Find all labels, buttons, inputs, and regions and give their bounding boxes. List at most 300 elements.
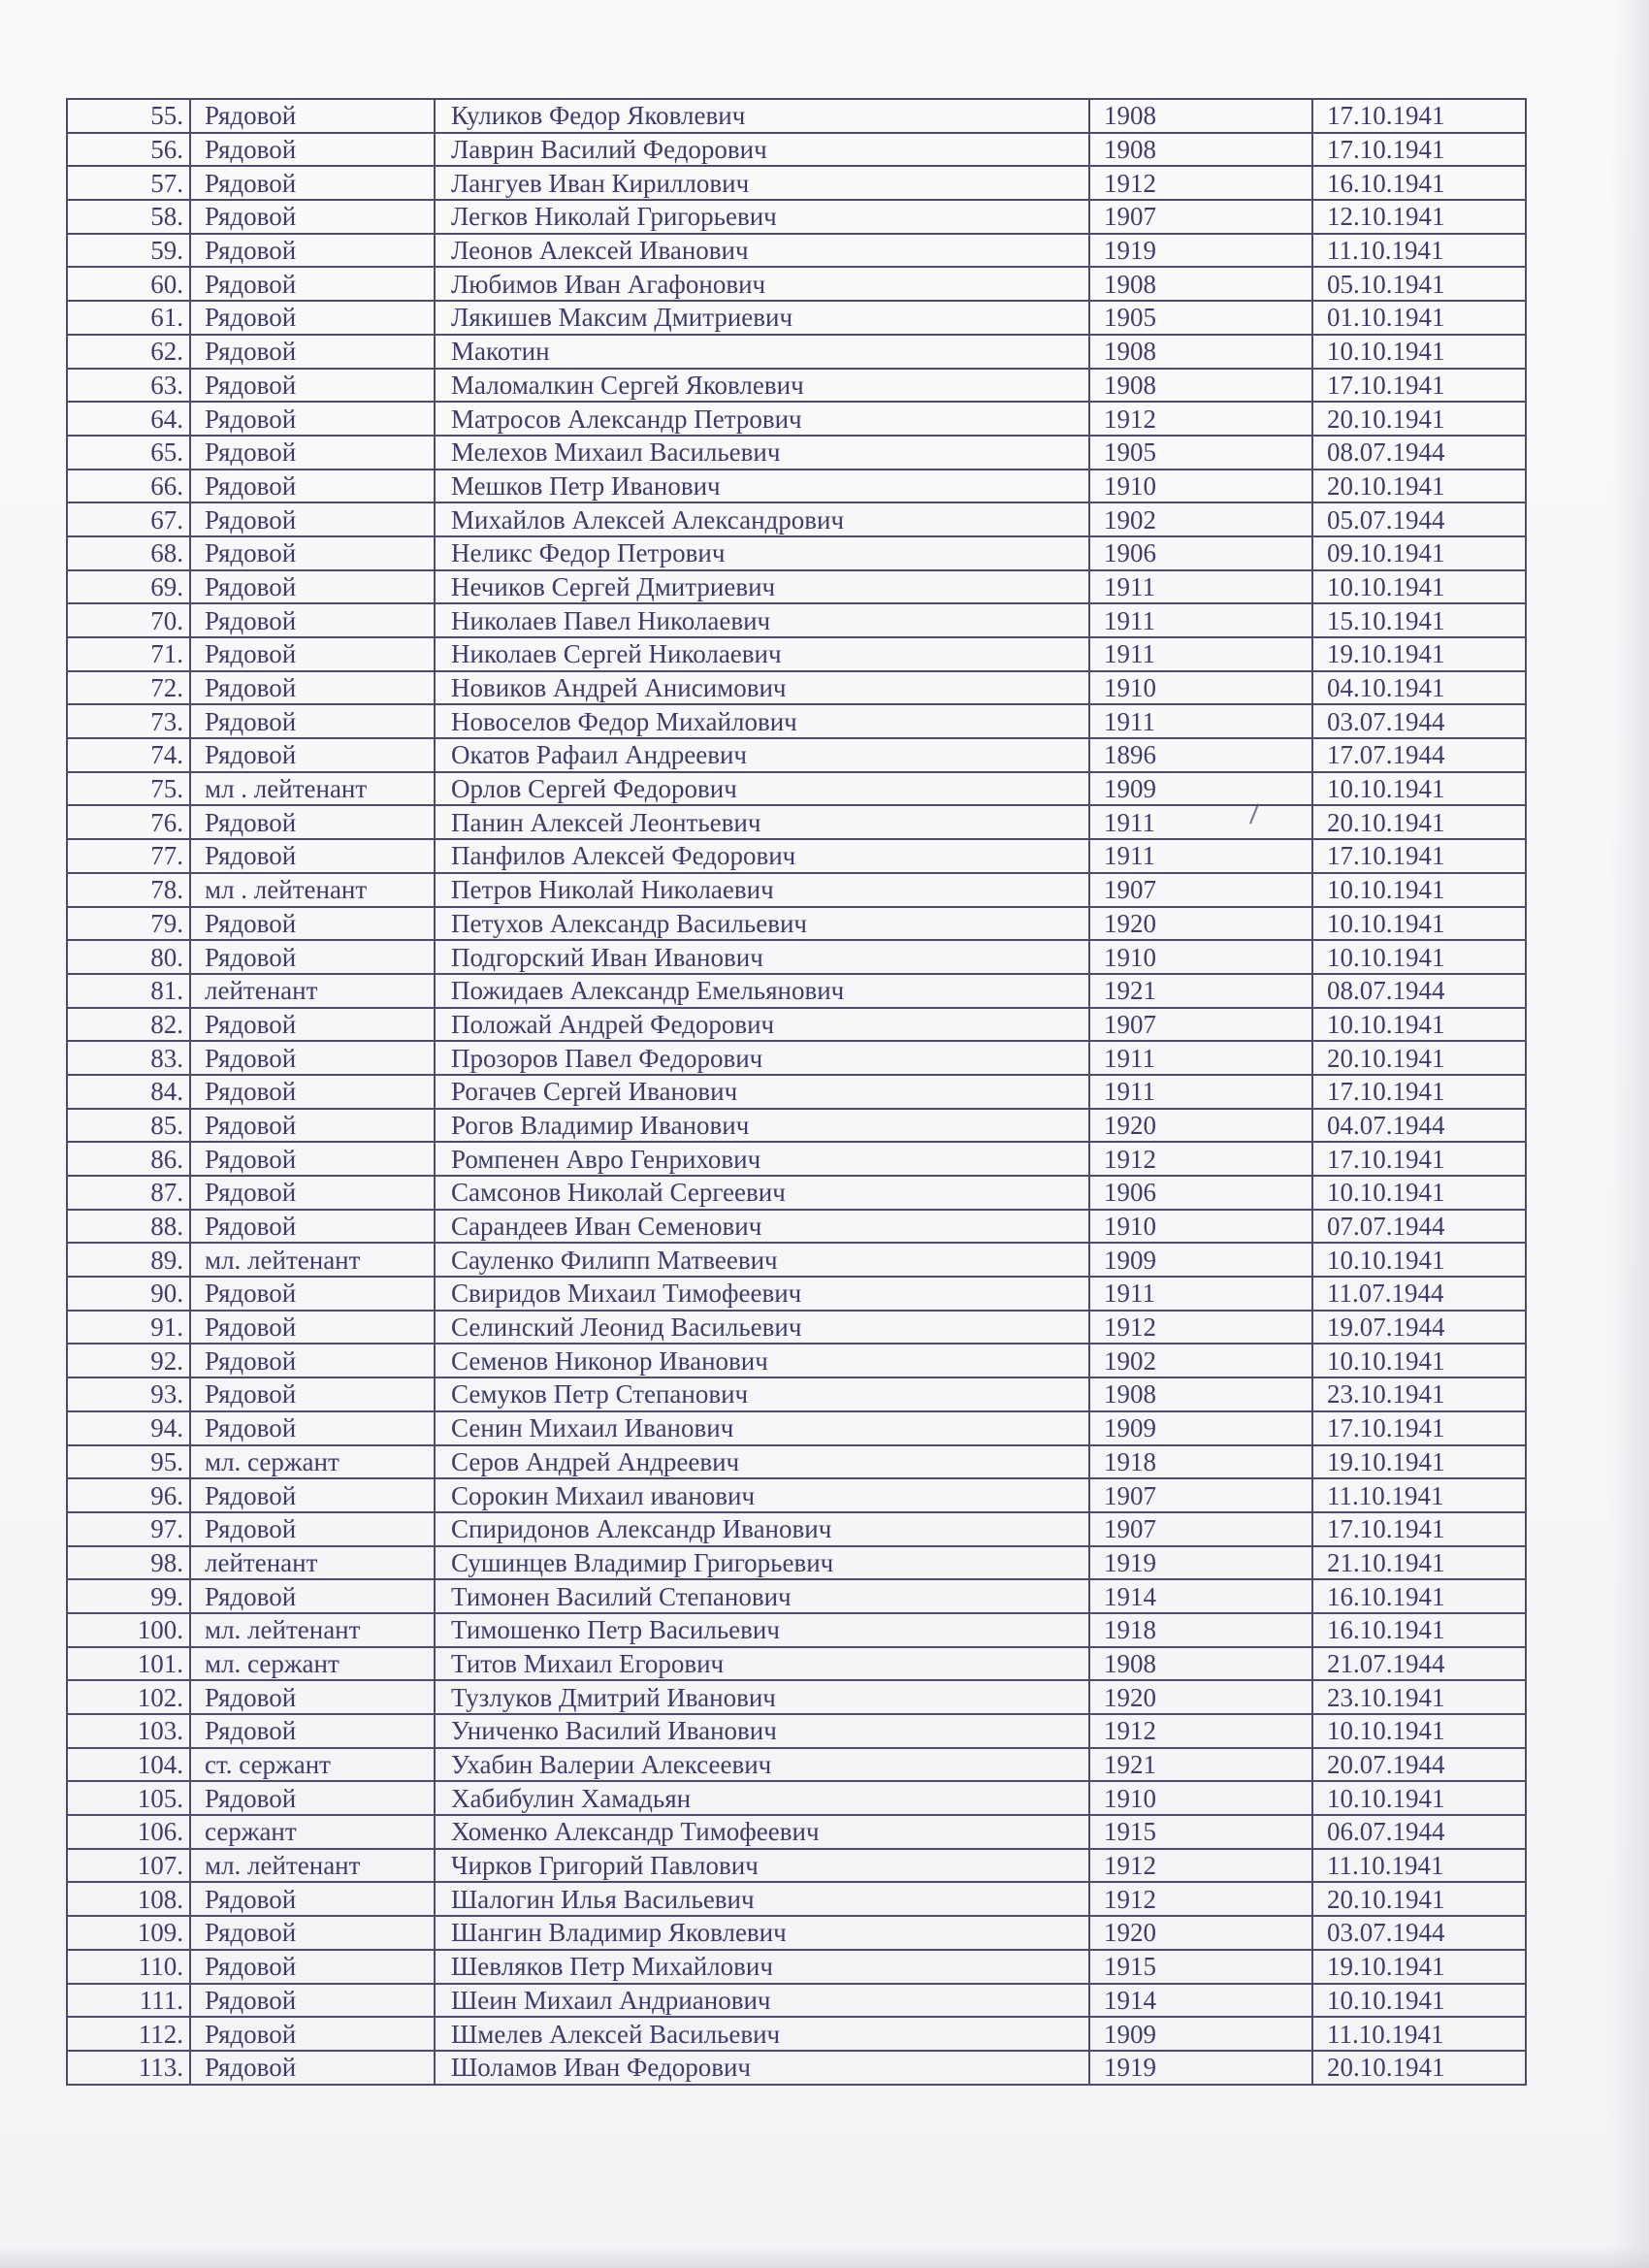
- date-cell: 17.10.1941: [1312, 1411, 1526, 1445]
- birth-year: 1907: [1089, 873, 1312, 907]
- table-row: [67, 1512, 1526, 1546]
- full-name: Сарандеев Иван Семенович: [435, 1210, 1089, 1244]
- military-rank: Рядовой: [190, 1478, 435, 1512]
- full-name: Титов Михаил Егорович: [435, 1647, 1089, 1681]
- table-row: [67, 200, 1526, 234]
- table-row: [67, 301, 1526, 335]
- full-name: Михайлов Алексей Александрович: [435, 502, 1089, 536]
- page-bottom-edge: [0, 2247, 1649, 2268]
- birth-year: 1915: [1089, 1950, 1312, 1984]
- birth-year: 1910: [1089, 470, 1312, 503]
- row-number: 93.: [67, 1377, 190, 1411]
- birth-year: 1920: [1089, 1916, 1312, 1950]
- military-rank: ст. сержант: [190, 1748, 435, 1782]
- full-name: Чирков Григорий Павлович: [435, 1849, 1089, 1883]
- date-cell: 03.07.1944: [1312, 1916, 1526, 1950]
- military-rank: Рядовой: [190, 940, 435, 974]
- date-cell: 03.07.1944: [1312, 704, 1526, 738]
- military-rank: Рядовой: [190, 200, 435, 234]
- military-rank: Рядовой: [190, 1075, 435, 1109]
- date-cell: 10.10.1941: [1312, 772, 1526, 806]
- table-row: [67, 772, 1526, 806]
- table-row: [67, 166, 1526, 200]
- military-rank: Рядовой: [190, 1311, 435, 1345]
- table-row: [67, 1210, 1526, 1244]
- military-rank: Рядовой: [190, 301, 435, 335]
- table-row: [67, 1950, 1526, 1984]
- military-rank: Рядовой: [190, 234, 435, 268]
- roster-table: [66, 98, 1527, 2086]
- date-cell: 10.10.1941: [1312, 873, 1526, 907]
- row-number: 63.: [67, 369, 190, 403]
- military-rank: Рядовой: [190, 1882, 435, 1916]
- date-cell: 10.10.1941: [1312, 1344, 1526, 1377]
- date-cell: 20.10.1941: [1312, 402, 1526, 436]
- table-row: [67, 1311, 1526, 1345]
- military-rank: Рядовой: [190, 1142, 435, 1176]
- table-row: [67, 2017, 1526, 2051]
- date-cell: 16.10.1941: [1312, 166, 1526, 200]
- full-name: Легков Николай Григорьевич: [435, 200, 1089, 234]
- date-cell: 17.07.1944: [1312, 738, 1526, 772]
- military-rank: Рядовой: [190, 1008, 435, 1042]
- date-cell: 17.10.1941: [1312, 1512, 1526, 1546]
- birth-year: 1914: [1089, 1579, 1312, 1613]
- row-number: 112.: [67, 2017, 190, 2051]
- full-name: Новиков Андрей Анисимович: [435, 671, 1089, 705]
- date-cell: 10.10.1941: [1312, 940, 1526, 974]
- table-row: [67, 1008, 1526, 1042]
- table-row: [67, 2051, 1526, 2085]
- military-rank: Рядовой: [190, 2017, 435, 2051]
- military-rank: Рядовой: [190, 1781, 435, 1815]
- full-name: Свиридов Михаил Тимофеевич: [435, 1277, 1089, 1311]
- military-rank: сержант: [190, 1815, 435, 1849]
- birth-year: 1911: [1089, 839, 1312, 873]
- military-rank: Рядовой: [190, 1579, 435, 1613]
- birth-year: 1908: [1089, 335, 1312, 369]
- row-number: 71.: [67, 637, 190, 671]
- row-number: 76.: [67, 805, 190, 839]
- table-row: [67, 470, 1526, 503]
- full-name: Леонов Алексей Иванович: [435, 234, 1089, 268]
- date-cell: 17.10.1941: [1312, 133, 1526, 167]
- full-name: Любимов Иван Агафонович: [435, 267, 1089, 301]
- birth-year: 1908: [1089, 1377, 1312, 1411]
- date-cell: 10.10.1941: [1312, 1008, 1526, 1042]
- row-number: 104.: [67, 1748, 190, 1782]
- date-cell: 04.07.1944: [1312, 1109, 1526, 1143]
- row-number: 80.: [67, 940, 190, 974]
- military-rank: Рядовой: [190, 1680, 435, 1714]
- full-name: Мелехов Михаил Васильевич: [435, 436, 1089, 470]
- row-number: 86.: [67, 1142, 190, 1176]
- military-rank: Рядовой: [190, 805, 435, 839]
- full-name: Матросов Александр Петрович: [435, 402, 1089, 436]
- military-rank: Рядовой: [190, 402, 435, 436]
- row-number: 89.: [67, 1243, 190, 1277]
- military-rank: Рядовой: [190, 436, 435, 470]
- date-cell: 17.10.1941: [1312, 1075, 1526, 1109]
- date-cell: 20.10.1941: [1312, 470, 1526, 503]
- birth-year: 1912: [1089, 1882, 1312, 1916]
- table-row: [67, 1882, 1526, 1916]
- date-cell: 17.10.1941: [1312, 99, 1526, 133]
- date-cell: 19.10.1941: [1312, 1950, 1526, 1984]
- table-row: [67, 1377, 1526, 1411]
- roster-body: [67, 99, 1526, 2085]
- date-cell: 19.07.1944: [1312, 1311, 1526, 1345]
- row-number: 58.: [67, 200, 190, 234]
- row-number: 73.: [67, 704, 190, 738]
- birth-year: 1911: [1089, 1277, 1312, 1311]
- military-rank: мл. сержант: [190, 1445, 435, 1479]
- birth-year: 1908: [1089, 133, 1312, 167]
- date-cell: 16.10.1941: [1312, 1613, 1526, 1647]
- birth-year: 1921: [1089, 974, 1312, 1008]
- row-number: 92.: [67, 1344, 190, 1377]
- military-rank: мл. лейтенант: [190, 1613, 435, 1647]
- full-name: Николаев Сергей Николаевич: [435, 637, 1089, 671]
- date-cell: 08.07.1944: [1312, 436, 1526, 470]
- military-rank: Рядовой: [190, 1411, 435, 1445]
- birth-year: 1905: [1089, 301, 1312, 335]
- date-cell: 10.10.1941: [1312, 335, 1526, 369]
- birth-year: 1912: [1089, 1142, 1312, 1176]
- table-row: [67, 436, 1526, 470]
- date-cell: 23.10.1941: [1312, 1377, 1526, 1411]
- birth-year: 1907: [1089, 1008, 1312, 1042]
- full-name: Мешков Петр Иванович: [435, 470, 1089, 503]
- full-name: Хоменко Александр Тимофеевич: [435, 1815, 1089, 1849]
- row-number: 101.: [67, 1647, 190, 1681]
- military-rank: Рядовой: [190, 1041, 435, 1075]
- birth-year: 1910: [1089, 671, 1312, 705]
- full-name: Сорокин Михаил иванович: [435, 1478, 1089, 1512]
- full-name: Самсонов Николай Сергеевич: [435, 1176, 1089, 1210]
- row-number: 74.: [67, 738, 190, 772]
- full-name: Семуков Петр Степанович: [435, 1377, 1089, 1411]
- birth-year: 1912: [1089, 1714, 1312, 1748]
- row-number: 103.: [67, 1714, 190, 1748]
- full-name: Окатов Рафаил Андреевич: [435, 738, 1089, 772]
- row-number: 72.: [67, 671, 190, 705]
- row-number: 69.: [67, 570, 190, 604]
- birth-year: 1919: [1089, 234, 1312, 268]
- table-row: [67, 1243, 1526, 1277]
- birth-year: 1908: [1089, 1647, 1312, 1681]
- full-name: Ухабин Валерии Алексеевич: [435, 1748, 1089, 1782]
- full-name: Шоламов Иван Федорович: [435, 2051, 1089, 2085]
- full-name: Тузлуков Дмитрий Иванович: [435, 1680, 1089, 1714]
- full-name: Униченко Василий Иванович: [435, 1714, 1089, 1748]
- table-row: [67, 1647, 1526, 1681]
- full-name: Маломалкин Сергей Яковлевич: [435, 369, 1089, 403]
- table-row: [67, 234, 1526, 268]
- full-name: Подгорский Иван Иванович: [435, 940, 1089, 974]
- table-row: [67, 1411, 1526, 1445]
- full-name: Лякишев Максим Дмитриевич: [435, 301, 1089, 335]
- row-number: 105.: [67, 1781, 190, 1815]
- table-row: [67, 1142, 1526, 1176]
- military-rank: Рядовой: [190, 166, 435, 200]
- date-cell: 11.10.1941: [1312, 234, 1526, 268]
- row-number: 108.: [67, 1882, 190, 1916]
- full-name: Селинский Леонид Васильевич: [435, 1311, 1089, 1345]
- table-row: [67, 1277, 1526, 1311]
- date-cell: 10.10.1941: [1312, 907, 1526, 941]
- row-number: 60.: [67, 267, 190, 301]
- military-rank: Рядовой: [190, 1916, 435, 1950]
- row-number: 99.: [67, 1579, 190, 1613]
- row-number: 87.: [67, 1176, 190, 1210]
- row-number: 59.: [67, 234, 190, 268]
- full-name: Куликов Федор Яковлевич: [435, 99, 1089, 133]
- table-row: [67, 1714, 1526, 1748]
- birth-year: 1920: [1089, 1680, 1312, 1714]
- table-row: [67, 402, 1526, 436]
- row-number: 109.: [67, 1916, 190, 1950]
- row-number: 95.: [67, 1445, 190, 1479]
- date-cell: 17.10.1941: [1312, 1142, 1526, 1176]
- birth-year: 1909: [1089, 772, 1312, 806]
- birth-year: 1911: [1089, 570, 1312, 604]
- table-row: [67, 839, 1526, 873]
- row-number: 107.: [67, 1849, 190, 1883]
- full-name: Шангин Владимир Яковлевич: [435, 1916, 1089, 1950]
- table-row: [67, 1849, 1526, 1883]
- date-cell: 11.10.1941: [1312, 2017, 1526, 2051]
- birth-year: 1902: [1089, 1344, 1312, 1377]
- military-rank: Рядовой: [190, 99, 435, 133]
- military-rank: Рядовой: [190, 839, 435, 873]
- birth-year: 1919: [1089, 2051, 1312, 2085]
- page-edge-shadow: [1610, 0, 1649, 2268]
- military-rank: Рядовой: [190, 502, 435, 536]
- full-name: Неликс Федор Петрович: [435, 536, 1089, 570]
- full-name: Серов Андрей Андреевич: [435, 1445, 1089, 1479]
- birth-year: 1906: [1089, 1176, 1312, 1210]
- full-name: Шевляков Петр Михайлович: [435, 1950, 1089, 1984]
- full-name: Шалогин Илья Васильевич: [435, 1882, 1089, 1916]
- military-rank: Рядовой: [190, 1512, 435, 1546]
- table-row: [67, 637, 1526, 671]
- date-cell: 20.10.1941: [1312, 805, 1526, 839]
- date-cell: 04.10.1941: [1312, 671, 1526, 705]
- table-row: [67, 1781, 1526, 1815]
- row-number: 102.: [67, 1680, 190, 1714]
- table-row: [67, 536, 1526, 570]
- date-cell: 21.10.1941: [1312, 1546, 1526, 1580]
- row-number: 91.: [67, 1311, 190, 1345]
- military-rank: Рядовой: [190, 738, 435, 772]
- military-rank: Рядовой: [190, 1344, 435, 1377]
- full-name: Нечиков Сергей Дмитриевич: [435, 570, 1089, 604]
- birth-year: 1908: [1089, 267, 1312, 301]
- full-name: Новоселов Федор Михайлович: [435, 704, 1089, 738]
- row-number: 83.: [67, 1041, 190, 1075]
- date-cell: 16.10.1941: [1312, 1579, 1526, 1613]
- row-number: 70.: [67, 603, 190, 637]
- birth-year: 1909: [1089, 1411, 1312, 1445]
- row-number: 62.: [67, 335, 190, 369]
- full-name: Сушинцев Владимир Григорьевич: [435, 1546, 1089, 1580]
- full-name: Прозоров Павел Федорович: [435, 1041, 1089, 1075]
- table-row: [67, 133, 1526, 167]
- full-name: Петухов Александр Васильевич: [435, 907, 1089, 941]
- table-row: [67, 738, 1526, 772]
- row-number: 78.: [67, 873, 190, 907]
- full-name: Петров Николай Николаевич: [435, 873, 1089, 907]
- full-name: Панин Алексей Леонтьевич: [435, 805, 1089, 839]
- birth-year: 1910: [1089, 1210, 1312, 1244]
- military-rank: Рядовой: [190, 907, 435, 941]
- military-rank: мл . лейтенант: [190, 873, 435, 907]
- row-number: 75.: [67, 772, 190, 806]
- row-number: 111.: [67, 1984, 190, 2018]
- table-row: [67, 1478, 1526, 1512]
- date-cell: 17.10.1941: [1312, 839, 1526, 873]
- birth-year: 1902: [1089, 502, 1312, 536]
- date-cell: 10.10.1941: [1312, 1781, 1526, 1815]
- birth-year: 1905: [1089, 436, 1312, 470]
- military-rank: мл. лейтенант: [190, 1849, 435, 1883]
- full-name: Ромпенен Авро Генрихович: [435, 1142, 1089, 1176]
- row-number: 56.: [67, 133, 190, 167]
- table-row: [67, 1176, 1526, 1210]
- date-cell: 09.10.1941: [1312, 536, 1526, 570]
- row-number: 84.: [67, 1075, 190, 1109]
- birth-year: 1896: [1089, 738, 1312, 772]
- military-rank: Рядовой: [190, 470, 435, 503]
- birth-year: 1909: [1089, 2017, 1312, 2051]
- military-rank: Рядовой: [190, 637, 435, 671]
- birth-year: 1907: [1089, 200, 1312, 234]
- row-number: 57.: [67, 166, 190, 200]
- military-rank: Рядовой: [190, 704, 435, 738]
- full-name: Тимонен Василий Степанович: [435, 1579, 1089, 1613]
- full-name: Шмелев Алексей Васильевич: [435, 2017, 1089, 2051]
- military-rank: Рядовой: [190, 2051, 435, 2085]
- birth-year: 1909: [1089, 1243, 1312, 1277]
- full-name: Лангуев Иван Кириллович: [435, 166, 1089, 200]
- date-cell: 21.07.1944: [1312, 1647, 1526, 1681]
- date-cell: 23.10.1941: [1312, 1680, 1526, 1714]
- table-row: [67, 1579, 1526, 1613]
- table-row: [67, 1613, 1526, 1647]
- row-number: 67.: [67, 502, 190, 536]
- table-row: [67, 1748, 1526, 1782]
- table-row: [67, 1916, 1526, 1950]
- row-number: 66.: [67, 470, 190, 503]
- date-cell: 10.10.1941: [1312, 1243, 1526, 1277]
- full-name: Сенин Михаил Иванович: [435, 1411, 1089, 1445]
- date-cell: 08.07.1944: [1312, 974, 1526, 1008]
- date-cell: 11.07.1944: [1312, 1277, 1526, 1311]
- military-rank: Рядовой: [190, 1176, 435, 1210]
- row-number: 82.: [67, 1008, 190, 1042]
- date-cell: 01.10.1941: [1312, 301, 1526, 335]
- table-row: [67, 1680, 1526, 1714]
- full-name: Положай Андрей Федорович: [435, 1008, 1089, 1042]
- birth-year: 1919: [1089, 1546, 1312, 1580]
- military-rank: лейтенант: [190, 974, 435, 1008]
- row-number: 79.: [67, 907, 190, 941]
- birth-year: 1920: [1089, 907, 1312, 941]
- row-number: 100.: [67, 1613, 190, 1647]
- military-rank: Рядовой: [190, 570, 435, 604]
- row-number: 110.: [67, 1950, 190, 1984]
- military-rank: Рядовой: [190, 1109, 435, 1143]
- table-row: [67, 704, 1526, 738]
- date-cell: 20.10.1941: [1312, 1882, 1526, 1916]
- table-row: [67, 1815, 1526, 1849]
- full-name: Рогачев Сергей Иванович: [435, 1075, 1089, 1109]
- date-cell: 17.10.1941: [1312, 369, 1526, 403]
- table-row: [67, 1445, 1526, 1479]
- birth-year: 1911: [1089, 637, 1312, 671]
- table-row: [67, 907, 1526, 941]
- military-rank: Рядовой: [190, 1277, 435, 1311]
- date-cell: 15.10.1941: [1312, 603, 1526, 637]
- date-cell: 12.10.1941: [1312, 200, 1526, 234]
- table-row: [67, 1344, 1526, 1377]
- row-number: 85.: [67, 1109, 190, 1143]
- table-row: [67, 369, 1526, 403]
- row-number: 81.: [67, 974, 190, 1008]
- birth-year: 1908: [1089, 99, 1312, 133]
- date-cell: 20.07.1944: [1312, 1748, 1526, 1782]
- row-number: 113.: [67, 2051, 190, 2085]
- date-cell: 05.10.1941: [1312, 267, 1526, 301]
- military-rank: лейтенант: [190, 1546, 435, 1580]
- full-name: Панфилов Алексей Федорович: [435, 839, 1089, 873]
- table-row: [67, 99, 1526, 133]
- military-rank: Рядовой: [190, 335, 435, 369]
- birth-year: 1910: [1089, 1781, 1312, 1815]
- birth-year: 1907: [1089, 1478, 1312, 1512]
- row-number: 98.: [67, 1546, 190, 1580]
- birth-year: 1907: [1089, 1512, 1312, 1546]
- birth-year: 1920: [1089, 1109, 1312, 1143]
- table-row: [67, 502, 1526, 536]
- row-number: 96.: [67, 1478, 190, 1512]
- row-number: 97.: [67, 1512, 190, 1546]
- birth-year: 1914: [1089, 1984, 1312, 2018]
- date-cell: 11.10.1941: [1312, 1849, 1526, 1883]
- military-rank: Рядовой: [190, 1714, 435, 1748]
- military-rank: Рядовой: [190, 1377, 435, 1411]
- full-name: Лаврин Василий Федорович: [435, 133, 1089, 167]
- row-number: 88.: [67, 1210, 190, 1244]
- full-name: Макотин: [435, 335, 1089, 369]
- military-rank: мл. лейтенант: [190, 1243, 435, 1277]
- birth-year: 1911: [1089, 704, 1312, 738]
- row-number: 77.: [67, 839, 190, 873]
- date-cell: 20.10.1941: [1312, 2051, 1526, 2085]
- full-name: Рогов Владимир Иванович: [435, 1109, 1089, 1143]
- row-number: 55.: [67, 99, 190, 133]
- table-row: [67, 570, 1526, 604]
- full-name: Тимошенко Петр Васильевич: [435, 1613, 1089, 1647]
- military-rank: Рядовой: [190, 671, 435, 705]
- full-name: Хабибулин Хамадьян: [435, 1781, 1089, 1815]
- table-row: [67, 1041, 1526, 1075]
- row-number: 61.: [67, 301, 190, 335]
- birth-year: 1908: [1089, 369, 1312, 403]
- date-cell: 19.10.1941: [1312, 637, 1526, 671]
- full-name: Семенов Никонор Иванович: [435, 1344, 1089, 1377]
